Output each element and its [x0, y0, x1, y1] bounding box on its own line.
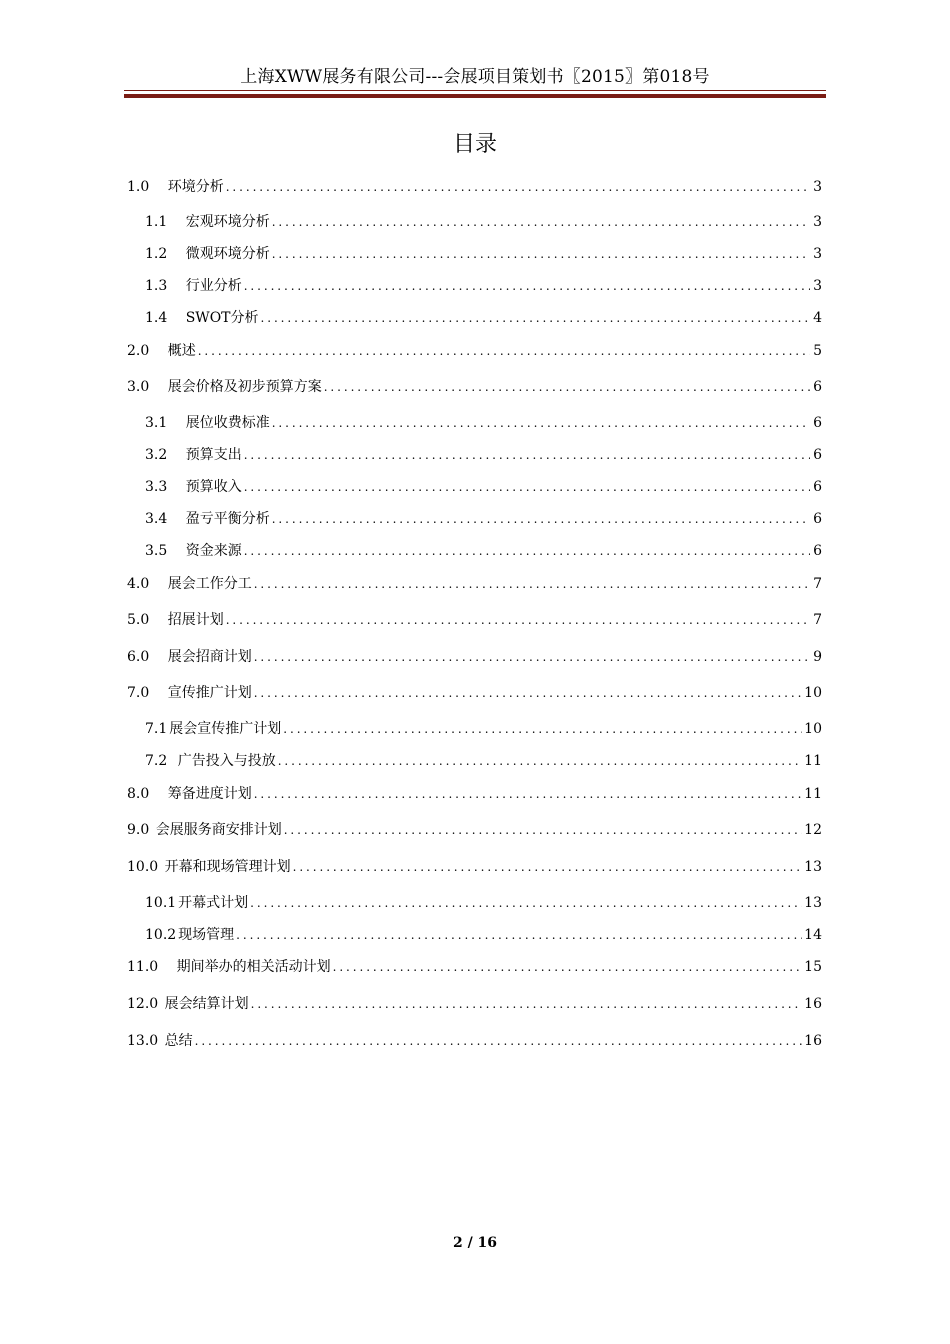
- toc-entry-number: 6.0: [127, 649, 154, 665]
- toc-leader-dots: [261, 308, 810, 328]
- toc-entry[interactable]: [127, 1031, 822, 1051]
- toc-leader-dots: [278, 751, 802, 771]
- toc-entry-number: 4.0: [127, 576, 154, 592]
- toc-entry[interactable]: [145, 244, 822, 264]
- toc-entry-title: 展位收费标准: [185, 415, 270, 431]
- toc-entry[interactable]: [145, 893, 822, 913]
- toc-entry-number: 2.0: [127, 343, 154, 359]
- toc-entry-page: 3: [813, 179, 822, 195]
- toc-entry-page: 16: [804, 996, 822, 1012]
- page-header: 上海XWW展务有限公司---会展项目策划书〖2015〗第018号: [240, 67, 710, 87]
- toc-leader-dots: [244, 541, 810, 561]
- toc-entry-title: 资金来源: [185, 543, 242, 559]
- toc-leader-dots: [254, 683, 802, 703]
- toc-leader-dots: [226, 610, 810, 630]
- toc-entry-page: 9: [813, 649, 822, 665]
- toc-entry-page: 12: [804, 822, 822, 838]
- toc-entry-number: 3.5: [145, 543, 172, 559]
- toc-entry-number: 7.0: [127, 685, 154, 701]
- toc-entry-page: 11: [804, 786, 822, 802]
- toc-entry-title: 展会价格及初步预算方案: [167, 379, 322, 395]
- toc-entry-number: 7.2: [145, 753, 172, 769]
- toc-entry-page: 5: [813, 343, 822, 359]
- toc-leader-dots: [226, 177, 810, 197]
- toc-leader-dots: [251, 994, 803, 1014]
- toc-entry-title: 会展服务商安排计划: [155, 822, 282, 838]
- toc-entry-title: 总结: [164, 1033, 193, 1049]
- toc-entry[interactable]: [145, 212, 822, 232]
- toc-leader-dots: [254, 574, 810, 594]
- toc-leader-dots: [283, 719, 802, 739]
- toc-entry-page: 7: [813, 612, 822, 628]
- toc-entry[interactable]: [127, 683, 822, 703]
- toc-entry[interactable]: [127, 820, 822, 840]
- toc-entry-title: 概述: [167, 343, 196, 359]
- toc-entry-title: 微观环境分析: [185, 246, 270, 262]
- toc-entry-number: 5.0: [127, 612, 154, 628]
- toc-entry-page: 14: [804, 927, 822, 943]
- toc-entry-page: 3: [813, 214, 822, 230]
- toc-entry-page: 4: [813, 310, 822, 326]
- toc-entry-title: 筹备进度计划: [167, 786, 252, 802]
- toc-entry-title: 展会工作分工: [167, 576, 252, 592]
- toc-entry[interactable]: [145, 413, 822, 433]
- toc-entry-number: 10.1: [145, 895, 177, 911]
- toc-entry-page: 10: [804, 721, 822, 737]
- toc-entry[interactable]: [127, 784, 822, 804]
- toc-entry[interactable]: [127, 994, 822, 1014]
- toc-entry-number: 7.1: [145, 721, 168, 737]
- toc-entry-title: 盈亏平衡分析: [185, 511, 270, 527]
- toc-leader-dots: [254, 647, 810, 667]
- toc-entry-number: 1.2: [145, 246, 172, 262]
- toc-entry-number: 10.0: [127, 859, 163, 875]
- toc-entry-title: 展会招商计划: [167, 649, 252, 665]
- toc-entry-title: 现场管理: [178, 927, 235, 943]
- toc-entry[interactable]: [127, 177, 822, 197]
- toc-entry-number: 12.0: [127, 996, 163, 1012]
- toc-entry-title: 展会结算计划: [164, 996, 249, 1012]
- toc-entry-page: 6: [813, 511, 822, 527]
- toc-leader-dots: [244, 276, 810, 296]
- toc-entry-page: 16: [804, 1033, 822, 1049]
- toc-entry[interactable]: [127, 610, 822, 630]
- toc-entry-page: 6: [813, 543, 822, 559]
- toc-entry[interactable]: [145, 751, 822, 771]
- toc-entry-title: 期间举办的相关活动计划: [176, 959, 331, 975]
- toc-entry[interactable]: [145, 308, 822, 328]
- toc-entry-title: 开幕和现场管理计划: [164, 859, 291, 875]
- toc-entry-page: 15: [804, 959, 822, 975]
- toc-entry[interactable]: [127, 377, 822, 397]
- toc-entry-number: 1.4: [145, 310, 172, 326]
- toc-entry[interactable]: [127, 341, 822, 361]
- toc-entry-title: 招展计划: [167, 612, 224, 628]
- toc-entry-page: 13: [804, 859, 822, 875]
- toc-entry[interactable]: [145, 925, 822, 945]
- toc-entry-page: 10: [804, 685, 822, 701]
- toc-entry-title: 行业分析: [185, 278, 242, 294]
- toc-entry-number: 3.3: [145, 479, 172, 495]
- toc-entry-number: 1.3: [145, 278, 172, 294]
- toc-entry-title: 广告投入与投放: [177, 753, 276, 769]
- toc-leader-dots: [333, 957, 803, 977]
- toc-leader-dots: [198, 341, 810, 361]
- toc-entry-title: 宏观环境分析: [185, 214, 270, 230]
- toc-entry-number: 1.1: [145, 214, 172, 230]
- toc-entry-page: 3: [813, 246, 822, 262]
- toc-leader-dots: [284, 820, 802, 840]
- toc-entry-title: 环境分析: [167, 179, 224, 195]
- toc-leader-dots: [195, 1031, 803, 1051]
- toc-entry-page: 6: [813, 379, 822, 395]
- toc-entry-number: 10.2: [145, 927, 177, 943]
- toc-entry-number: 3.2: [145, 447, 172, 463]
- toc-entry-page: 11: [804, 753, 822, 769]
- toc-entry-number: 9.0: [127, 822, 154, 838]
- toc-entry-number: 1.0: [127, 179, 154, 195]
- toc-leader-dots: [244, 445, 810, 465]
- toc-entry[interactable]: [145, 445, 822, 465]
- toc-entry-number: 3.4: [145, 511, 172, 527]
- toc-entry-number: 13.0: [127, 1033, 163, 1049]
- toc-entry-page: 7: [813, 576, 822, 592]
- toc-entry[interactable]: [127, 647, 822, 667]
- toc-entry[interactable]: [127, 574, 822, 594]
- toc-leader-dots: [272, 212, 810, 232]
- toc-entry-page: 6: [813, 447, 822, 463]
- toc-entry-title: 宣传推广计划: [167, 685, 252, 701]
- page-number-footer: 2 / 16: [452, 1235, 498, 1251]
- toc-entry-number: 3.1: [145, 415, 172, 431]
- toc-entry[interactable]: [145, 477, 822, 497]
- toc-entry-page: 6: [813, 415, 822, 431]
- toc-leader-dots: [244, 477, 810, 497]
- toc-entry-page: 13: [804, 895, 822, 911]
- toc-title: 目录: [452, 132, 497, 157]
- toc-entry-page: 6: [813, 479, 822, 495]
- toc-leader-dots: [272, 413, 810, 433]
- toc-entry-title: SWOT分析: [185, 310, 259, 326]
- toc-entry[interactable]: [127, 957, 822, 977]
- toc-entry[interactable]: [145, 276, 822, 296]
- toc-entry-number: 8.0: [127, 786, 154, 802]
- toc-leader-dots: [293, 857, 803, 877]
- toc-leader-dots: [236, 925, 802, 945]
- toc-leader-dots: [324, 377, 810, 397]
- toc-entry-number: 11.0: [127, 959, 163, 975]
- toc-entry[interactable]: [145, 719, 822, 739]
- toc-leader-dots: [250, 893, 802, 913]
- toc-leader-dots: [272, 244, 810, 264]
- toc-entry-title: 预算支出: [185, 447, 242, 463]
- toc-entry[interactable]: [127, 857, 822, 877]
- toc-entry-title: 展会宣传推广计划: [169, 721, 282, 737]
- toc-leader-dots: [254, 784, 802, 804]
- toc-leader-dots: [272, 509, 810, 529]
- toc-entry[interactable]: [145, 541, 822, 561]
- toc-entry-title: 开幕式计划: [178, 895, 249, 911]
- toc-entry[interactable]: [145, 509, 822, 529]
- toc-entry-title: 预算收入: [185, 479, 242, 495]
- toc-entry-number: 3.0: [127, 379, 154, 395]
- toc-entry-page: 3: [813, 278, 822, 294]
